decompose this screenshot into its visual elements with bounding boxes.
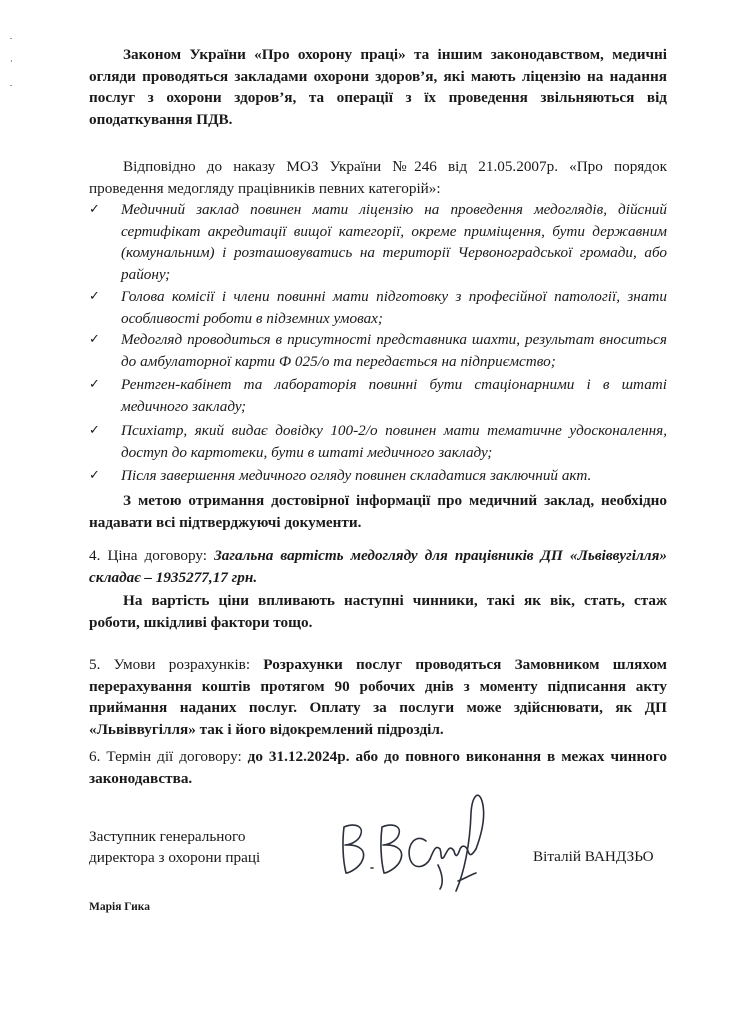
scan-edge-marks bbox=[6, 30, 18, 100]
signatory-name: Віталій ВАНДЗЬО bbox=[533, 848, 654, 865]
section-label: . Умови розрахунків: bbox=[96, 656, 264, 673]
requirement-text: Голова комісії і члени повинні мати підготовку з професійної патології, знати особливості роботи в підземних умовах; bbox=[121, 288, 667, 327]
signatory-title bbox=[89, 826, 260, 868]
section-payment bbox=[89, 654, 667, 740]
signatory-title-line: директора з охорони праці bbox=[89, 849, 261, 866]
requirement-item bbox=[89, 374, 667, 417]
requirement-item bbox=[89, 420, 667, 463]
paragraph-law: Законом України «Про охорону праці» та іншим законодавством, медичні огляди проводяться закладами охорони здоров’я, які мають ліцензію на надання послуг з охорони здоров’я, та операції з їх проведення звільняються від оподаткування ПДВ. bbox=[89, 46, 667, 128]
requirement-text: Після завершення медичного огляду повинен складатися заключний акт. bbox=[121, 467, 592, 484]
requirement-item bbox=[89, 286, 667, 329]
check-icon: ✓ bbox=[89, 377, 100, 392]
check-icon: ✓ bbox=[89, 202, 100, 217]
section-number: 6 bbox=[89, 748, 97, 765]
section-label: . Термін дії договору: bbox=[96, 748, 248, 765]
check-icon: ✓ bbox=[89, 289, 100, 304]
requirement-text: Медичний заклад повинен мати ліцензію на проведення медоглядів, дійсний сертифікат акредитації вищої категорії, окреме приміщення, бути державним (комунальним) і розташовуватись на території Червоноградської громади, або району; bbox=[121, 201, 667, 283]
section-price bbox=[89, 545, 667, 588]
requirement-item bbox=[89, 465, 667, 487]
handwritten-signature bbox=[330, 775, 505, 910]
section-text: Загальна вартість медогляду для працівників ДП «Львіввугілля» складає – 1935277,17 грн. bbox=[89, 547, 667, 586]
paragraph-price-note: На вартість ціни впливають наступні чинники, такі як вік, стать, стаж роботи, шкідливі фактори тощо. bbox=[89, 592, 667, 631]
paragraph-order: Відповідно до наказу МОЗ України №246 від 21.05.2007р. «Про порядок проведення медогляду працівників певних категорій»: bbox=[89, 158, 667, 197]
section-label: . Ціна договору: bbox=[96, 547, 215, 564]
check-icon: ✓ bbox=[89, 423, 100, 438]
paragraph-purpose: З метою отримання достовірної інформації про медичний заклад, необхідно надавати всі підтверджуючі документи. bbox=[89, 492, 667, 531]
section-number: 4 bbox=[89, 547, 97, 564]
check-icon: ✓ bbox=[89, 332, 100, 347]
requirement-text: Медогляд проводиться в присутності представника шахти, результат вноситься до амбулаторної карти Ф 025/о та передається на підприємство; bbox=[121, 331, 667, 370]
section-text: Розрахунки послуг проводяться Замовником шляхом перерахування коштів протягом 90 робочих днів з моменту підписання акту приймання наданих послуг. Оплату за послуги може здійснювати, як ДП «Львіввугілля» так і його відокремлений підрозділ. bbox=[89, 656, 667, 738]
check-icon: ✓ bbox=[89, 468, 100, 483]
requirement-text: Рентген-кабінет та лабораторія повинні бути стаціонарними і в штаті медичного закладу; bbox=[121, 376, 667, 415]
section-number: 5 bbox=[89, 656, 97, 673]
prepared-by: Марія Гика bbox=[89, 901, 150, 913]
requirement-text: Психіатр, який видає довідку 100-2/о повинен мати тематичне удосконалення, доступ до картотеки, бути в штаті медичного закладу; bbox=[121, 422, 667, 461]
section-text: до 31.12.2024р. або до повного виконання в межах чинного законодавства. bbox=[89, 748, 667, 787]
requirement-item bbox=[89, 329, 667, 372]
signatory-title-line: Заступник генерального bbox=[89, 828, 246, 845]
requirement-item bbox=[89, 199, 667, 285]
